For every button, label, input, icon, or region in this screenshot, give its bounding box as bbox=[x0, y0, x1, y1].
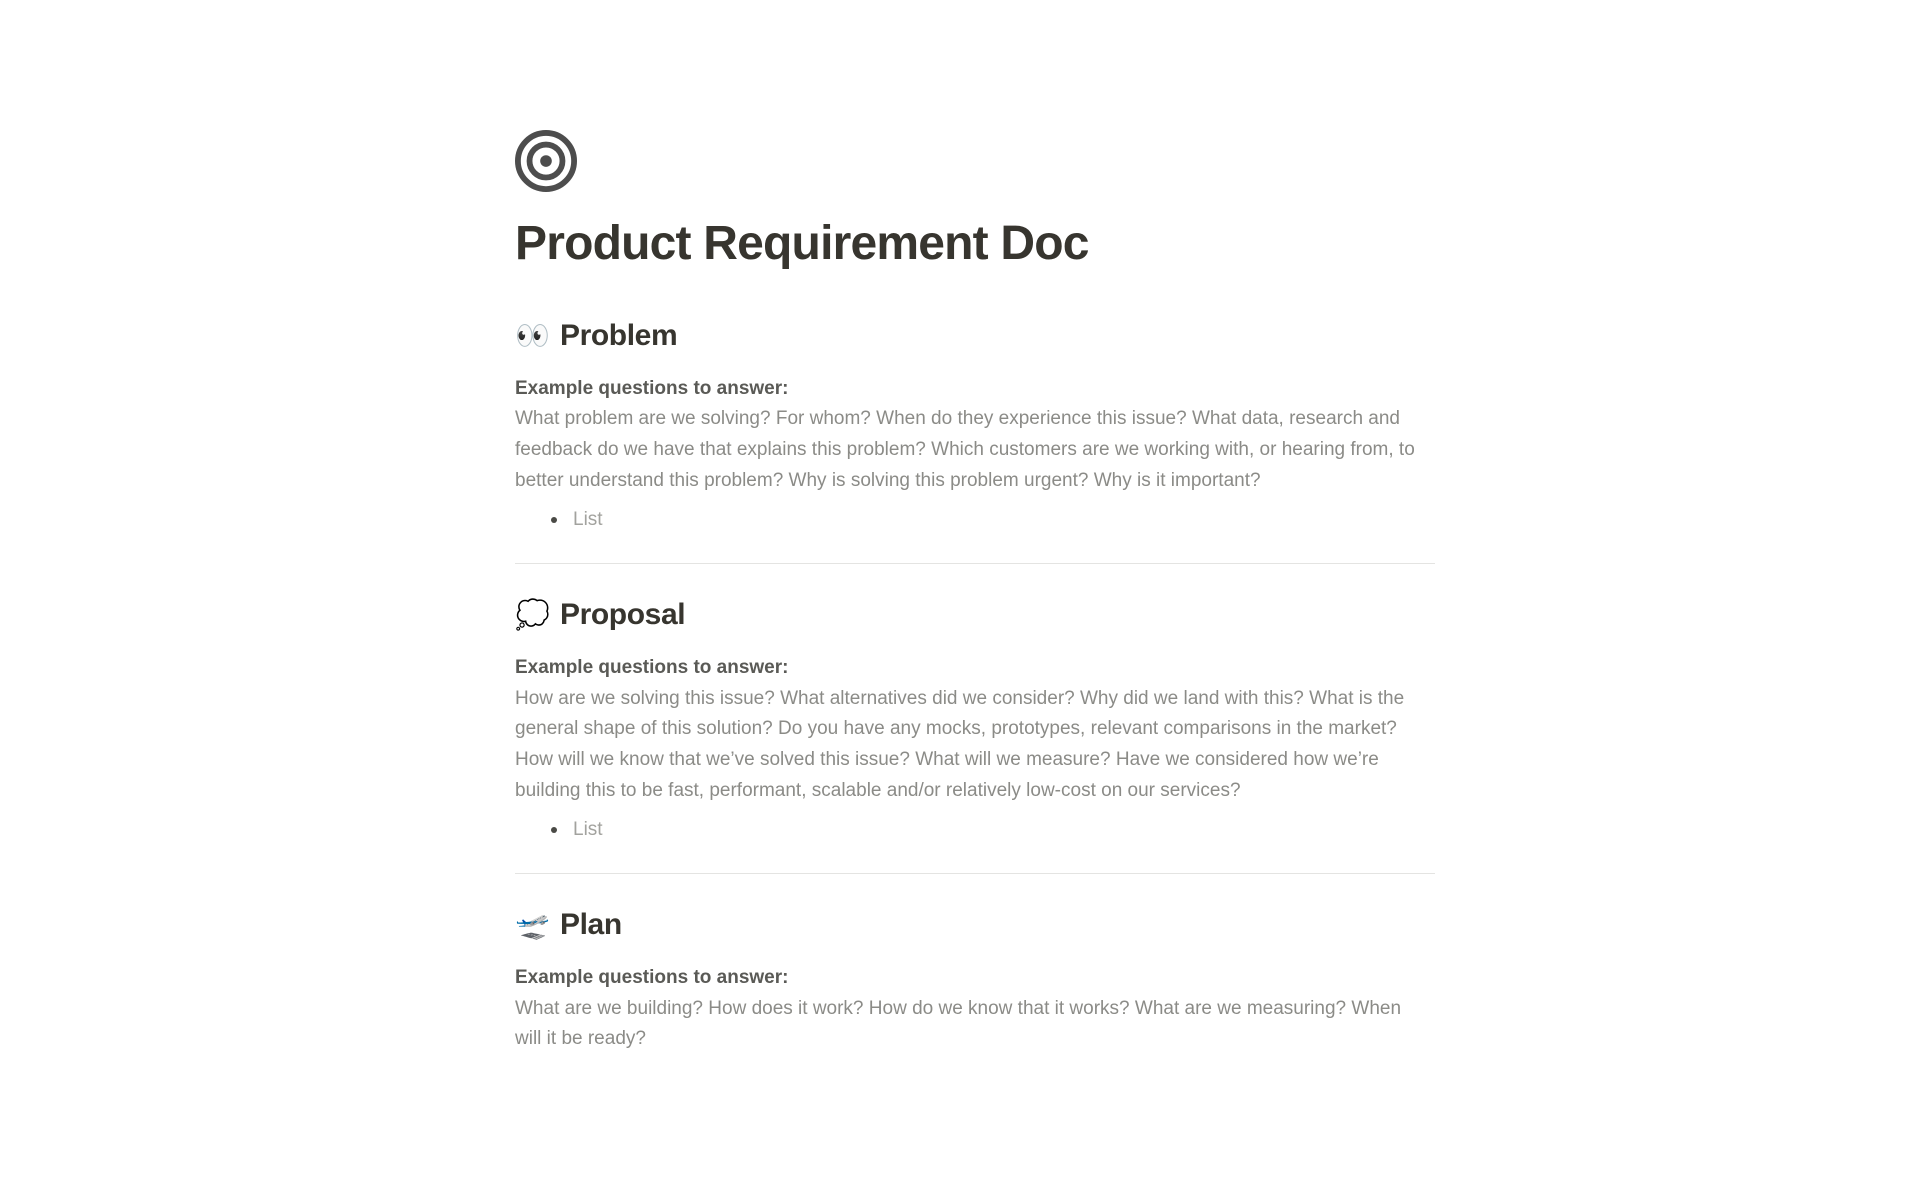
section-sublabel: Example questions to answer: bbox=[515, 657, 789, 679]
section-proposal bbox=[515, 598, 1435, 874]
section-sublabel: Example questions to answer: bbox=[515, 967, 789, 989]
section-heading-label: Problem bbox=[560, 318, 678, 352]
target-icon[interactable] bbox=[515, 130, 577, 192]
section-body-text: What problem are we solving? For whom? When do they experience this issue? What data, research and feedback do we have that explains this problem? Which customers are we working with, or hearing from, to better understand this problem? Why is solving this problem urgent? Why is it important? bbox=[515, 408, 1415, 491]
section-divider bbox=[515, 873, 1435, 874]
section-heading bbox=[515, 598, 1435, 632]
list-item[interactable]: List bbox=[547, 815, 1435, 845]
section-problem bbox=[515, 319, 1435, 564]
bullet-list bbox=[515, 815, 1435, 845]
bullet-list bbox=[515, 505, 1435, 535]
airplane-departure-emoji: 🛫 bbox=[515, 909, 550, 941]
section-heading-label: Plan bbox=[560, 908, 622, 942]
section-body-text: What are we building? How does it work? How do we know that it works? What are we measuring? When will it be ready? bbox=[515, 997, 1402, 1050]
eyes-emoji: 👀 bbox=[515, 319, 550, 351]
list-item[interactable]: List bbox=[547, 505, 1435, 535]
section-heading bbox=[515, 908, 1435, 942]
section-heading bbox=[515, 319, 1435, 353]
section-sublabel: Example questions to answer: bbox=[515, 377, 789, 399]
section-plan bbox=[515, 908, 1435, 1055]
section-divider bbox=[515, 563, 1435, 564]
page-title: Product Requirement Doc bbox=[515, 217, 1089, 270]
thought-balloon-emoji: 💭 bbox=[515, 599, 550, 631]
document-body bbox=[515, 0, 1435, 1055]
section-body-text: How are we solving this issue? What alternatives did we consider? Why did we land with this? What is the general shape of this solution? Do you have any mocks, prototypes, relevant comparisons in the market? How will we know that we’ve solved this issue? What will we measure? Have we considered how we’re building this to be fast, performant, scalable and/or relatively low-cost on our services? bbox=[515, 687, 1405, 801]
section-heading-label: Proposal bbox=[560, 598, 686, 632]
